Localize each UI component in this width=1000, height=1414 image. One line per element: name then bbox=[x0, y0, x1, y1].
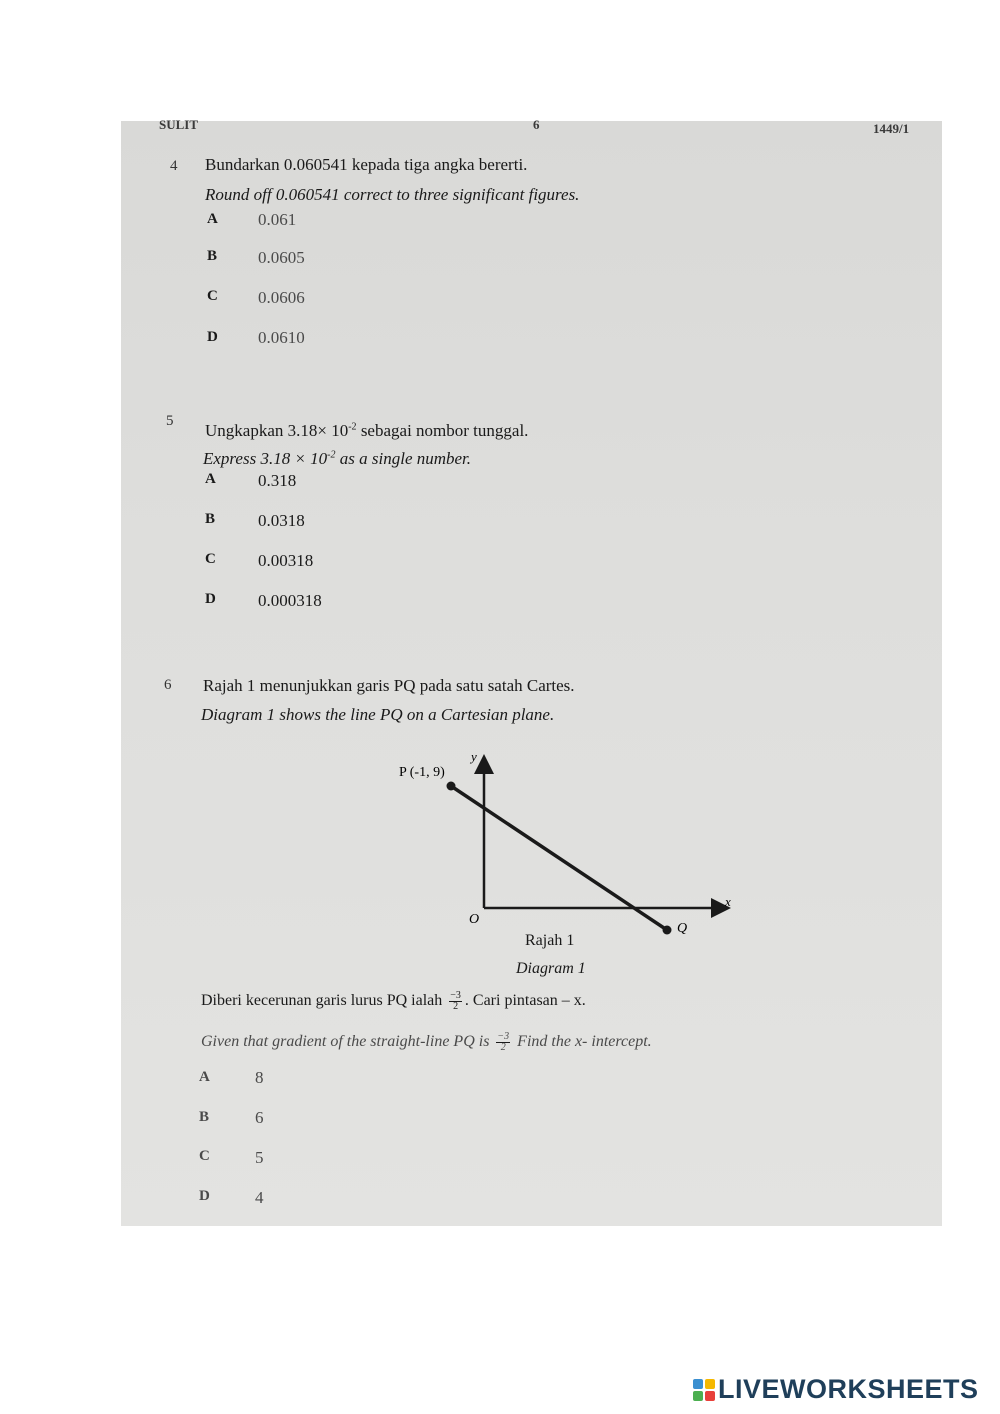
gradient-fraction-english: $\frac{-3}{2}$ bbox=[497, 1031, 510, 1053]
question-5-english: Express $3.18 \times 10^{-2}$ as a single number. bbox=[203, 449, 472, 468]
header-page-number: 6 bbox=[533, 117, 540, 132]
q5-option-d-letter[interactable]: D bbox=[205, 591, 216, 607]
liveworksheets-icon bbox=[693, 1379, 715, 1401]
q4-option-a-value[interactable]: 0.061 bbox=[258, 210, 297, 229]
q6-option-d-value[interactable]: 4 bbox=[255, 1188, 264, 1207]
q5-option-d-value[interactable]: 0.000318 bbox=[258, 591, 322, 610]
q5-option-c-value[interactable]: 0.00318 bbox=[258, 551, 314, 570]
question-6-given-malay: Diberi kecerunan garis lurus PQ ialah $\frac{-3}{2}$ . Cari pintasan – x. bbox=[201, 990, 586, 1012]
q6-option-b-value[interactable]: 6 bbox=[255, 1108, 264, 1127]
q4-option-d-letter[interactable]: D bbox=[207, 329, 218, 345]
question-5-malay: Ungkapkan $3.18\times 10^{-2}$ sebagai nombor tunggal. bbox=[205, 421, 529, 440]
q5-option-a-letter[interactable]: A bbox=[205, 471, 216, 487]
x-axis-label: x bbox=[725, 894, 731, 909]
brand-name: LIVEWORKSHEETS bbox=[718, 1374, 979, 1404]
question-6-given-english: Given that gradient of the straight-line PQ is $\frac{-3}{2}$ Find the x- intercept. bbox=[201, 1031, 652, 1053]
q4-option-b-value[interactable]: 0.0605 bbox=[258, 248, 305, 267]
header-paper-code: 1449/1 bbox=[873, 121, 910, 136]
header-left: SULIT bbox=[159, 117, 199, 132]
q5-option-b-letter[interactable]: B bbox=[205, 511, 216, 527]
q6-option-d-letter[interactable]: D bbox=[199, 1188, 210, 1204]
q6-option-c-value[interactable]: 5 bbox=[255, 1148, 264, 1167]
q5-option-a-value[interactable]: 0.318 bbox=[258, 471, 297, 490]
question-6-english: Diagram 1 shows the line PQ on a Cartesian plane. bbox=[201, 705, 555, 724]
question-4-malay: Bundarkan 0.060541 kepada tiga angka bererti. bbox=[205, 155, 528, 174]
cartesian-diagram bbox=[391, 746, 741, 986]
q4-option-c-letter[interactable]: C bbox=[207, 288, 218, 304]
diagram-caption-malay: Rajah 1 bbox=[525, 932, 575, 949]
diagram-caption-english: Diagram 1 bbox=[516, 960, 586, 977]
point-q bbox=[663, 926, 672, 935]
question-6-malay: Rajah 1 menunjukkan garis PQ pada satu satah Cartes. bbox=[203, 676, 575, 695]
q5-option-b-value[interactable]: 0.0318 bbox=[258, 511, 305, 530]
q6-option-a-letter[interactable]: A bbox=[199, 1069, 210, 1085]
question-4-english: Round off 0.060541 correct to three significant figures. bbox=[205, 185, 580, 204]
q6-option-a-value[interactable]: 8 bbox=[255, 1068, 264, 1087]
liveworksheets-logo[interactable] bbox=[693, 1374, 979, 1405]
q6-option-b-letter[interactable]: B bbox=[199, 1109, 210, 1125]
q6-option-c-letter[interactable]: C bbox=[199, 1148, 210, 1164]
origin-label: O bbox=[469, 912, 480, 927]
point-p-label: P (-1, 9) bbox=[399, 765, 445, 780]
question-6-number: 6 bbox=[164, 677, 172, 693]
q4-option-d-value[interactable]: 0.0610 bbox=[258, 328, 305, 347]
exam-paper bbox=[121, 117, 942, 1226]
point-q-label: Q bbox=[677, 921, 688, 936]
q4-option-a-letter[interactable]: A bbox=[207, 211, 218, 227]
q4-option-c-value[interactable]: 0.0606 bbox=[258, 288, 305, 307]
question-5-number: 5 bbox=[166, 413, 174, 429]
question-4-number: 4 bbox=[170, 158, 178, 174]
point-p bbox=[447, 782, 456, 791]
q5-option-c-letter[interactable]: C bbox=[205, 551, 216, 567]
y-axis-label: y bbox=[471, 749, 477, 764]
q4-option-b-letter[interactable]: B bbox=[207, 248, 218, 264]
gradient-fraction: $\frac{-3}{2}$ bbox=[450, 990, 461, 1012]
